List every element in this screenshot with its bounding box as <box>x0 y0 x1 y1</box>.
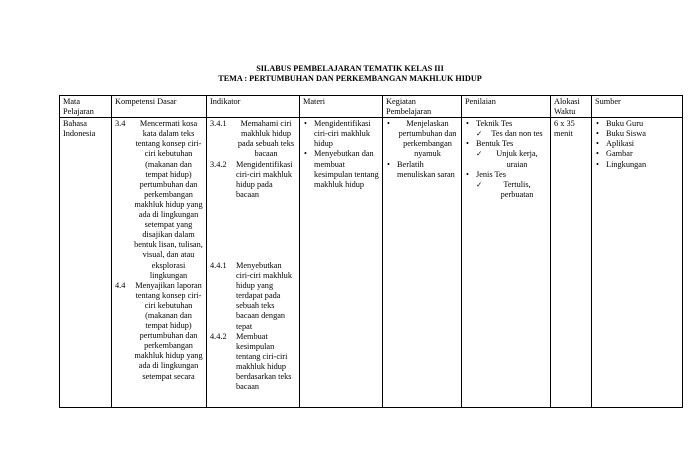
indikator-text: Memahami ciri makhluk hidup pada sebuah teks bacaan <box>237 119 295 159</box>
materi-item: • Mengidentifikasi ciri-ciri makhluk hidup <box>303 119 379 149</box>
syllabus-table <box>59 95 683 408</box>
penilaian-list <box>465 119 547 200</box>
table-header-row <box>60 96 683 118</box>
kegiatan-item: • Berlatih menuliskan saran <box>386 160 458 180</box>
penilaian-item: • Jenis Tes <box>465 170 547 180</box>
header-kompetensi-dasar: Kompetensi Dasar <box>112 96 207 118</box>
penilaian-item: • Bentuk Tes <box>465 139 547 149</box>
sumber-item: • Buku Siswa <box>595 129 679 139</box>
header-materi: Materi <box>300 96 383 118</box>
indikator-number: 3.4.2 <box>210 159 227 169</box>
cell-kompetensi-dasar <box>112 118 207 408</box>
penilaian-subitem: ✓ Tes dan non tes <box>465 129 547 139</box>
cell-mapel: Bahasa Indonesia <box>60 118 112 408</box>
penilaian-subitem: ✓ Unjuk kerja, uraian <box>465 149 547 169</box>
sumber-list <box>595 119 679 169</box>
kd-number: 4.4 <box>115 280 126 290</box>
header-sumber: Sumber <box>592 96 683 118</box>
indikator-text: Mengidentifikasi ciri-ciri makhluk hidup pada bacaan <box>236 159 293 199</box>
indikator-item <box>210 119 296 159</box>
header-penilaian: Penilaian <box>462 96 551 118</box>
kd-item <box>115 281 203 382</box>
penilaian-subitem: ✓ Tertulis, perbuatan <box>465 180 547 200</box>
kd-item <box>115 119 203 281</box>
sumber-item: • Gambar <box>595 149 679 159</box>
header-mapel: Mata Pelajaran <box>60 96 112 118</box>
kd-number: 3.4 <box>115 119 126 129</box>
document-heading <box>0 64 700 84</box>
penilaian-item: • Teknik Tes <box>465 119 547 129</box>
indikator-number: 4.4.1 <box>210 260 227 270</box>
materi-list <box>303 119 379 190</box>
document-subtitle: TEMA : PERTUMBUHAN DAN PERKEMBANGAN MAKHLUK HIDUP <box>218 74 482 83</box>
materi-item: • Menyebutkan dan membuat kesimpulan tentang makhluk hidup <box>303 149 379 189</box>
indikator-item <box>210 332 296 393</box>
sumber-item: • Aplikasi <box>595 139 679 149</box>
cell-indikator <box>207 118 300 408</box>
kd-text: Menyajikan laporan tentang konsep ciri-ciri kebutuhan (makanan dan tempat hidup) pertumbuhan dan perkembangan makhluk hidup yang ada di lingkungan setempat secara <box>134 280 203 381</box>
cell-penilaian <box>462 118 551 408</box>
kd-text: Mencermati kosa kata dalam teks tentang konsep ciri-ciri kebutuhan (makanan dan tempat hidup) pertumbuhan dan perkembangan makhluk hidup yang ada di lingkungan setempat yang disajikan dalam bentuk lisan, tulisan, visual, dan atau eksplorasi lingkungan <box>134 119 203 280</box>
indikator-item <box>210 261 296 332</box>
table-row <box>60 118 683 408</box>
cell-kegiatan <box>383 118 462 408</box>
cell-materi <box>300 118 383 408</box>
indikator-number: 4.4.2 <box>210 331 227 341</box>
sumber-item: • Lingkungan <box>595 160 679 170</box>
indikator-text: Membuat kesimpulan tentang ciri-ciri makhluk hidup berdasarkan teks bacaan <box>236 331 292 392</box>
indikator-text: Menyebutkan ciri-ciri makhluk hidup yang terdapat pada sebuah teks bacaan dengan tepat <box>236 260 292 331</box>
header-alokasi: Alokasi Waktu <box>551 96 592 118</box>
indikator-number: 3.4.1 <box>210 119 227 129</box>
indikator-item <box>210 160 296 200</box>
kegiatan-item: • Menjelaskan pertumbuhan dan perkembangan nyamuk <box>386 119 458 159</box>
document-title: SILABUS PEMBELAJARAN TEMATIK KELAS III <box>256 64 444 73</box>
kegiatan-list <box>386 119 458 180</box>
cell-alokasi: 6 x 35 menit <box>551 118 592 408</box>
sumber-item: • Buku Guru <box>595 119 679 129</box>
cell-sumber <box>592 118 683 408</box>
header-kegiatan: Kegiatan Pembelajaran <box>383 96 462 118</box>
indikator-gap <box>210 200 296 261</box>
header-indikator: Indikator <box>207 96 300 118</box>
